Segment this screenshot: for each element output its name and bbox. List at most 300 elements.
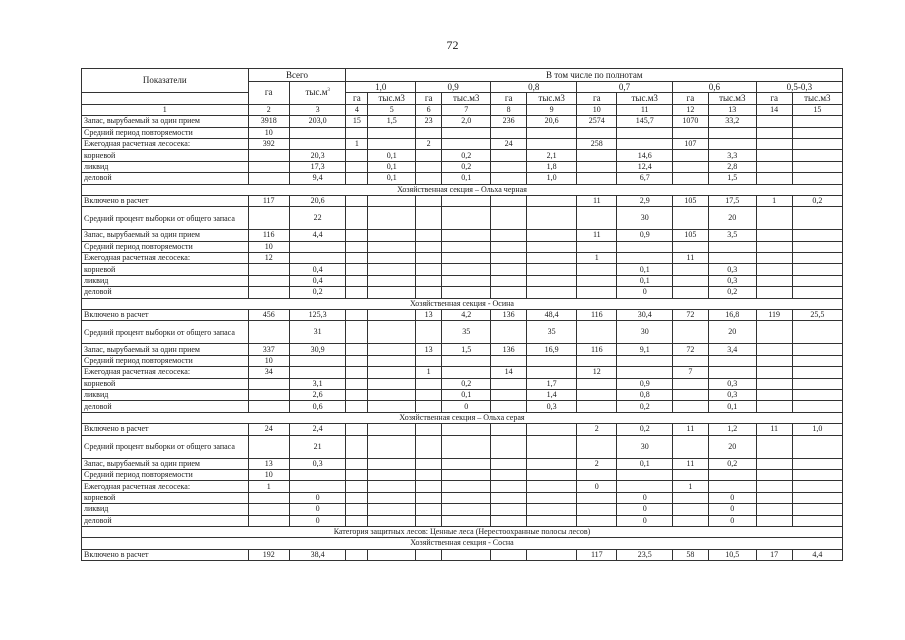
table-cell [491,275,527,286]
table-cell [617,469,673,480]
table-cell [346,127,368,138]
row-label: деловой [82,287,249,298]
header-density-2: 0,9 [416,82,491,93]
row-label: Запас, вырубаемый за один прием [82,458,249,469]
table-cell [527,492,577,503]
table-cell [491,241,527,252]
table-cell [346,515,368,526]
header-total-m3 [289,82,346,105]
table-cell [756,378,792,389]
table-cell [416,275,442,286]
table-row [82,515,843,526]
table-cell [416,515,442,526]
forest-felling-table [81,68,843,561]
table-cell: 116 [248,230,289,241]
row-label: корневой [82,264,249,275]
table-row [82,481,843,492]
table-cell: 136 [491,344,527,355]
table-cell [577,275,617,286]
table-cell [577,150,617,161]
table-cell: 3918 [248,116,289,127]
table-row [82,127,843,138]
unit-ha-4: га [577,93,617,104]
table-cell [491,161,527,172]
header-total-ha: га [248,82,289,105]
table-cell [442,138,491,149]
table-cell: 9,1 [617,344,673,355]
table-row [82,195,843,206]
table-cell [368,435,416,458]
table-cell: 38,4 [289,549,346,560]
table-cell [577,264,617,275]
column-number: 2 [248,104,289,115]
table-cell: 30,9 [289,344,346,355]
table-cell [792,116,842,127]
table-cell [368,378,416,389]
table-cell: 4,4 [792,549,842,560]
column-number: 4 [346,104,368,115]
table-cell [672,401,708,412]
table-cell: 105 [672,195,708,206]
table-cell [756,230,792,241]
table-cell [416,150,442,161]
table-cell [756,264,792,275]
table-cell: 2,4 [289,424,346,435]
table-cell: 14 [491,367,527,378]
table-cell: 20,3 [289,150,346,161]
table-cell [792,230,842,241]
table-cell [346,549,368,560]
table-cell [491,515,527,526]
unit-ha-1: га [346,93,368,104]
table-cell [248,264,289,275]
table-cell: 0,8 [617,389,673,400]
column-number: 15 [792,104,842,115]
table-cell [792,481,842,492]
table-cell: 10 [248,355,289,366]
row-label: корневой [82,378,249,389]
table-cell [756,469,792,480]
table-row [82,389,843,400]
table-cell: 0,1 [708,401,756,412]
table-cell [442,241,491,252]
table-cell [442,481,491,492]
table-cell [346,344,368,355]
table-cell: 107 [672,138,708,149]
table-cell [346,401,368,412]
table-cell [792,150,842,161]
table-row [82,367,843,378]
table-cell [491,481,527,492]
table-cell: 119 [756,310,792,321]
table-row [82,264,843,275]
table-cell: 0,4 [289,275,346,286]
table-cell: 13 [416,344,442,355]
table-cell [577,173,617,184]
table-cell [248,287,289,298]
column-number: 14 [756,104,792,115]
column-number: 5 [368,104,416,115]
table-body [82,69,843,561]
row-label: деловой [82,515,249,526]
table-cell [527,355,577,366]
table-cell: 0 [617,504,673,515]
table-cell: 0,3 [708,264,756,275]
table-cell [672,378,708,389]
table-cell [442,253,491,264]
table-row [82,150,843,161]
table-cell [368,230,416,241]
table-cell [346,264,368,275]
table-cell [792,389,842,400]
table-cell: 0,1 [368,150,416,161]
table-cell: 0,2 [708,287,756,298]
table-cell: 0,1 [442,389,491,400]
table-cell: 136 [491,310,527,321]
header-density-4: 0,7 [577,82,673,93]
table-cell [617,481,673,492]
table-cell: 0,3 [289,458,346,469]
table-cell [416,435,442,458]
table-cell [672,492,708,503]
table-cell [248,378,289,389]
table-cell [248,515,289,526]
table-cell: 117 [248,195,289,206]
table-cell: 10 [248,241,289,252]
table-cell [756,241,792,252]
table-cell: 0 [289,504,346,515]
table-cell [756,275,792,286]
table-cell [672,435,708,458]
table-cell [756,344,792,355]
table-cell: 34 [248,367,289,378]
table-cell [577,287,617,298]
table-cell [368,515,416,526]
row-label: ликвид [82,389,249,400]
table-cell: 12 [248,253,289,264]
table-cell [442,515,491,526]
table-row [82,424,843,435]
table-cell [248,161,289,172]
table-cell [491,207,527,230]
table-cell [289,367,346,378]
table-cell [756,321,792,344]
table-cell: 30 [617,321,673,344]
table-cell: 0 [708,515,756,526]
table-cell [708,367,756,378]
table-cell [442,549,491,560]
table-cell [416,458,442,469]
table-cell [442,435,491,458]
table-cell [527,435,577,458]
header-density-6: 0,5-0,3 [756,82,842,93]
table-cell [368,355,416,366]
table-cell [756,138,792,149]
table-cell [442,264,491,275]
table-cell [346,321,368,344]
table-cell: 1,7 [527,378,577,389]
table-row [82,435,843,458]
table-row [82,378,843,389]
table-cell: 23 [416,116,442,127]
table-cell: 2 [577,458,617,469]
page-number: 72 [446,38,459,52]
table-row [82,344,843,355]
section-row [82,538,843,549]
table-cell [491,355,527,366]
unit-m3-4: тыс.м3 [617,93,673,104]
table-cell [346,310,368,321]
table-cell [792,504,842,515]
table-row [82,401,843,412]
table-cell [527,515,577,526]
table-row [82,458,843,469]
table-cell [792,275,842,286]
table-cell [368,401,416,412]
table-cell [577,355,617,366]
row-label: Средний процент выборки от общего запаса [82,207,249,230]
table-cell [491,458,527,469]
table-cell [672,264,708,275]
table-cell: 16,9 [527,344,577,355]
table-cell [289,469,346,480]
row-label: Ежегодная расчетная лесосека: [82,367,249,378]
table-cell [577,241,617,252]
table-cell [442,355,491,366]
table-cell [527,241,577,252]
table-cell: 2574 [577,116,617,127]
table-cell: 337 [248,344,289,355]
table-cell [617,241,673,252]
table-row [82,138,843,149]
table-cell [756,515,792,526]
table-cell: 10 [248,469,289,480]
table-cell: 125,3 [289,310,346,321]
table-cell [792,127,842,138]
table-cell: 203,0 [289,116,346,127]
table-cell [792,515,842,526]
table-cell [491,127,527,138]
table-cell: 0 [617,287,673,298]
row-label: корневой [82,492,249,503]
row-label: ликвид [82,161,249,172]
column-number: 9 [527,104,577,115]
table-cell [346,458,368,469]
header-total-m3-sup: 3 [327,88,330,94]
table-cell [527,138,577,149]
column-number: 1 [82,104,249,115]
table-cell [368,389,416,400]
table-cell [577,435,617,458]
table-cell: 14,6 [617,150,673,161]
table-cell [368,469,416,480]
table-cell: 0 [708,504,756,515]
table-cell [368,344,416,355]
table-cell [792,264,842,275]
table-cell [792,469,842,480]
table-cell [368,287,416,298]
table-cell: 30,4 [617,310,673,321]
table-cell: 117 [577,549,617,560]
table-cell [346,241,368,252]
table-cell: 258 [577,138,617,149]
table-row [82,469,843,480]
table-cell: 48,4 [527,310,577,321]
table-cell [416,173,442,184]
section-row [82,298,843,309]
section-title: Хозяйственная секция – Ольха черная [82,184,843,195]
table-cell: 0,1 [617,264,673,275]
table-cell: 11 [672,424,708,435]
section-title: Хозяйственная секция - Осина [82,298,843,309]
table-cell [792,287,842,298]
header-by-density: В том числе по полнотам [346,69,843,82]
table-cell [792,161,842,172]
table-cell [708,127,756,138]
table-row [82,492,843,503]
table-cell [416,481,442,492]
table-cell: 1,4 [527,389,577,400]
row-label: Включено в расчет [82,195,249,206]
table-row [82,173,843,184]
table-cell: 24 [248,424,289,435]
table-cell [289,241,346,252]
table-cell [792,492,842,503]
table-cell [416,492,442,503]
table-cell [491,401,527,412]
table-cell: 20,6 [527,116,577,127]
table-cell [672,150,708,161]
table-cell [756,435,792,458]
table-cell [708,138,756,149]
header-density-3: 0,8 [491,82,577,93]
table-cell [672,504,708,515]
header-indicators: Показатели [82,69,249,93]
column-number: 12 [672,104,708,115]
row-label: Средний период повторяемости [82,241,249,252]
table-cell [346,469,368,480]
table-cell [346,492,368,503]
table-row [82,241,843,252]
header-row-3 [82,93,843,104]
table-cell [756,150,792,161]
table-cell: 6,7 [617,173,673,184]
table-cell: 0,3 [708,378,756,389]
header-total-m3-text: тыс.м [305,87,328,98]
table-cell: 72 [672,344,708,355]
table-cell [368,310,416,321]
row-label: Запас, вырубаемый за один прием [82,116,249,127]
table-cell [416,195,442,206]
table-cell [527,367,577,378]
table-cell [756,161,792,172]
table-cell [442,195,491,206]
table-cell: 11 [577,195,617,206]
table-cell: 2,9 [617,195,673,206]
section-row [82,184,843,195]
table-cell: 72 [672,310,708,321]
table-cell: 0,1 [617,275,673,286]
table-cell: 35 [442,321,491,344]
table-cell: 4,4 [289,230,346,241]
table-cell: 3,4 [708,344,756,355]
table-cell [672,173,708,184]
table-cell [792,378,842,389]
table-cell: 0,2 [289,287,346,298]
table-cell [442,458,491,469]
table-cell [346,378,368,389]
table-cell: 2,0 [442,116,491,127]
table-cell [416,207,442,230]
table-cell [491,253,527,264]
table-cell [416,321,442,344]
table-cell: 2 [416,138,442,149]
table-cell [416,287,442,298]
table-cell: 0,3 [708,389,756,400]
table-cell [708,469,756,480]
table-cell [577,515,617,526]
table-cell [617,367,673,378]
table-cell: 15 [346,116,368,127]
table-cell: 1,5 [442,344,491,355]
table-cell: 7 [672,367,708,378]
table-cell [368,549,416,560]
table-cell: 236 [491,116,527,127]
table-cell [416,389,442,400]
table-cell: 23,5 [617,549,673,560]
table-cell: 0 [708,492,756,503]
table-row [82,253,843,264]
table-cell [577,401,617,412]
table-cell [756,287,792,298]
section-title: Хозяйственная секция - Сосна [82,538,843,549]
table-cell: 116 [577,310,617,321]
table-cell: 20 [708,435,756,458]
table-cell: 0,3 [708,275,756,286]
table-cell [491,230,527,241]
table-cell [289,127,346,138]
table-cell: 3,5 [708,230,756,241]
table-cell [491,435,527,458]
column-number: 3 [289,104,346,115]
table-cell [368,481,416,492]
table-cell [527,207,577,230]
table-cell [416,549,442,560]
table-cell [708,481,756,492]
table-cell [527,469,577,480]
table-cell: 1 [248,481,289,492]
table-cell: 2 [577,424,617,435]
table-row [82,549,843,560]
table-cell: 0,2 [442,150,491,161]
table-cell [416,230,442,241]
table-cell [792,207,842,230]
table-cell: 12 [577,367,617,378]
section-title: Категория защитных лесов: Ценные леса (Нерестоохранные полосы лесов) [82,526,843,537]
table-cell [792,241,842,252]
table-cell: 0,9 [617,230,673,241]
table-cell [617,355,673,366]
table-cell: 116 [577,344,617,355]
table-cell [577,469,617,480]
row-label: деловой [82,401,249,412]
table-cell: 0,2 [617,401,673,412]
table-row [82,230,843,241]
table-cell: 0 [577,481,617,492]
table-cell: 456 [248,310,289,321]
table-cell [792,355,842,366]
table-cell: 2,1 [527,150,577,161]
